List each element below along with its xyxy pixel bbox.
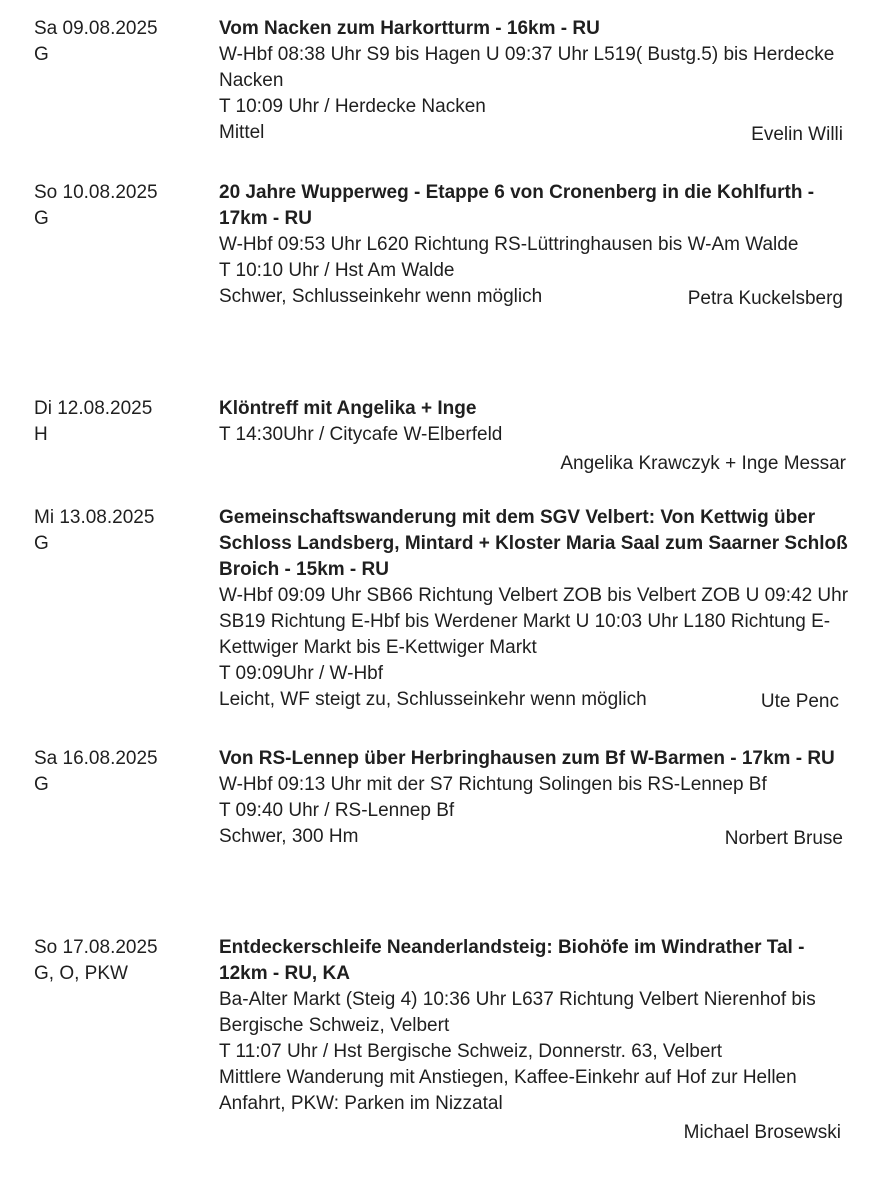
event-date-block (34, 935, 158, 987)
event-title: 20 Jahre Wupperweg - Etappe 6 von Cronenberg in die Kohlfurth - 17km - RU (219, 182, 815, 229)
event-meeting-point: T 10:09 Uhr / Herdecke Nacken (219, 96, 486, 117)
event-footer (219, 824, 843, 850)
event-meeting-point: T 14:30Uhr / Citycafe W-Elberfeld (219, 424, 503, 445)
event-leader: Evelin Willi (751, 124, 843, 145)
event-category: G (34, 533, 49, 554)
event-category: G (34, 774, 49, 795)
event-title: Entdeckerschleife Neanderlandsteig: Biohöfe im Windrather Tal - 12km - RU, KA (219, 937, 805, 984)
event-title: Gemeinschaftswanderung mit dem SGV Velbert: Von Kettwig über Schloss Landsberg, Mintard + Kloster Maria Saal zum Saarner Schloß Broich - 15km - RU (219, 507, 848, 580)
event-details (219, 746, 849, 850)
event-category: G, O, PKW (34, 963, 128, 984)
event-transport: Ba-Alter Markt (Steig 4) 10:36 Uhr L637 Richtung Velbert Nierenhof bis Bergische Schweiz, Velbert (219, 989, 816, 1036)
event-difficulty: Leicht, WF steigt zu, Schlusseinkehr wenn möglich (219, 689, 647, 710)
event-difficulty: Mittel (219, 122, 265, 143)
event-category: G (34, 44, 49, 65)
event-footer (219, 284, 843, 310)
event-date-block (34, 505, 154, 557)
event-details (219, 505, 849, 713)
event-meeting-point: T 09:09Uhr / W-Hbf (219, 663, 384, 684)
event-details (219, 396, 849, 477)
event-details (219, 935, 849, 1146)
event-category: G (34, 208, 49, 229)
event-date-block (34, 396, 152, 448)
event-leader: Ute Penc (760, 691, 839, 712)
event-transport: W-Hbf 09:09 Uhr SB66 Richtung Velbert ZOB bis Velbert ZOB U 09:42 Uhr SB19 Richtung E-Hbf bis Werdener Markt U 10:03 Uhr L180 Richtung E-Kettwiger Markt bis E-Kettwiger Markt (219, 585, 849, 658)
event-footer (219, 120, 843, 146)
event-date-block (34, 16, 158, 68)
event-footer (219, 687, 839, 713)
event-meeting-point: T 09:40 Uhr / RS-Lennep Bf (219, 800, 455, 821)
event-title: Klöntreff mit Angelika + Inge (219, 398, 477, 419)
event-transport: W-Hbf 09:53 Uhr L620 Richtung RS-Lüttringhausen bis W-Am Walde (219, 234, 799, 255)
event-date: Sa 09.08.2025 (34, 18, 158, 39)
event-date: Sa 16.08.2025 (34, 748, 158, 769)
event-difficulty: Schwer, 300 Hm (219, 826, 359, 847)
event-date: So 17.08.2025 (34, 937, 158, 958)
event-meeting-point: T 10:10 Uhr / Hst Am Walde (219, 260, 455, 281)
event-title: Von RS-Lennep über Herbringhausen zum Bf W-Barmen - 17km - RU (219, 748, 835, 769)
event-details (219, 16, 849, 146)
event-difficulty: Schwer, Schlusseinkehr wenn möglich (219, 286, 543, 307)
event-date: Di 12.08.2025 (34, 398, 153, 419)
event-transport: W-Hbf 09:13 Uhr mit der S7 Richtung Solingen bis RS-Lennep Bf (219, 774, 767, 795)
event-leader: Angelika Krawczyk + Inge Messar (560, 453, 846, 474)
event-date-block (34, 746, 158, 798)
event-leader: Michael Brosewski (683, 1122, 841, 1143)
event-category: H (34, 424, 48, 445)
event-description: Mittlere Wanderung mit Anstiegen, Kaffee-Einkehr auf Hof zur Hellen Anfahrt, PKW: Parken im Nizzatal (219, 1067, 797, 1114)
event-leader: Norbert Bruse (724, 828, 843, 849)
event-leader: Petra Kuckelsberg (687, 288, 843, 309)
event-date-block (34, 180, 158, 232)
event-date: Mi 13.08.2025 (34, 507, 155, 528)
event-transport: W-Hbf 08:38 Uhr S9 bis Hagen U 09:37 Uhr L519( Bustg.5) bis Herdecke Nacken (219, 44, 835, 91)
event-details (219, 180, 849, 310)
event-date: So 10.08.2025 (34, 182, 158, 203)
event-meeting-point: T 11:07 Uhr / Hst Bergische Schweiz, Donnerstr. 63, Velbert (219, 1041, 723, 1062)
event-title: Vom Nacken zum Harkortturm - 16km - RU (219, 18, 600, 39)
